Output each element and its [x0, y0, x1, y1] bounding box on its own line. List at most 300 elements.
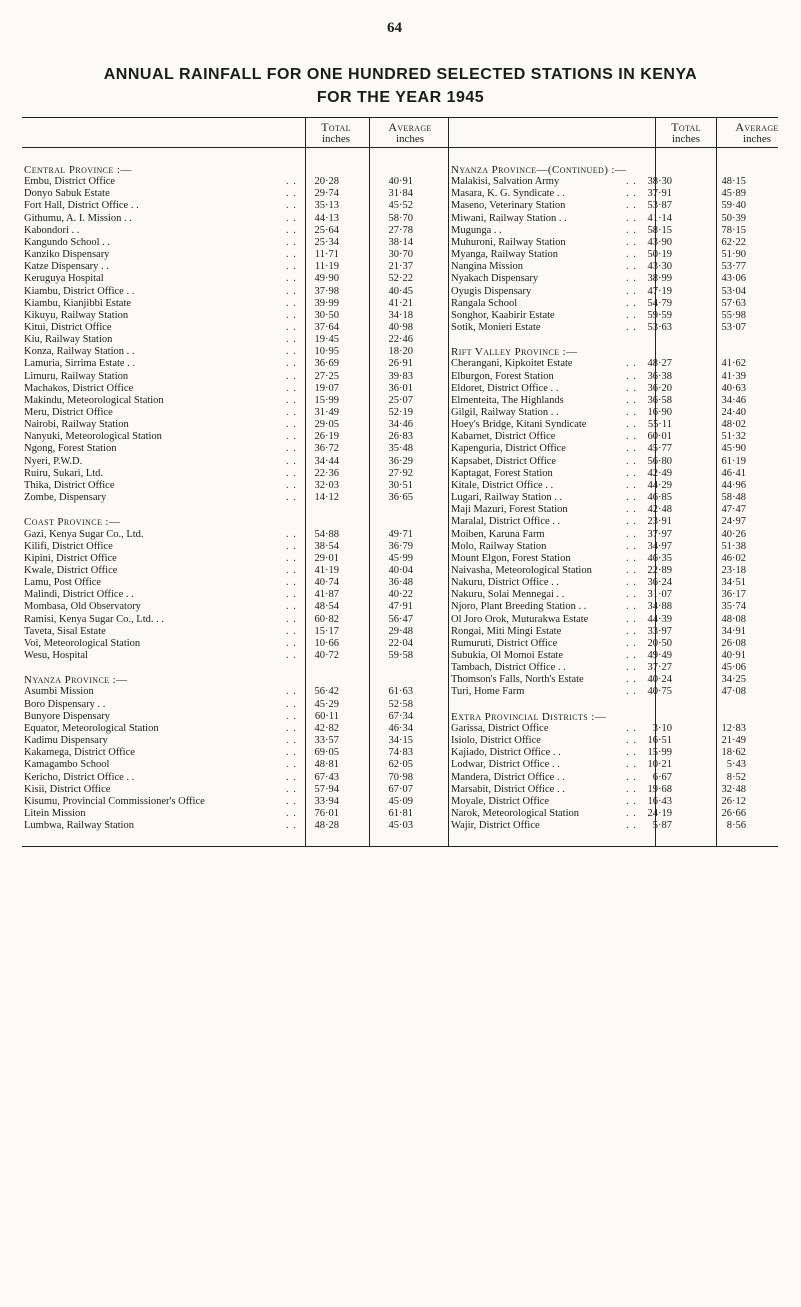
header-total-left: [296, 121, 376, 145]
table-row: [451, 686, 781, 698]
total-value: 38·99: [647, 273, 672, 285]
table-row: [451, 188, 781, 200]
table-row: [24, 371, 424, 383]
table-row: [451, 808, 781, 820]
table-row: [24, 820, 424, 832]
section-heading: [24, 516, 424, 528]
table-row: [451, 419, 781, 431]
average-value: 51·38: [721, 540, 746, 552]
table-row: [451, 310, 781, 322]
station-name: Nangina Mission: [451, 261, 524, 273]
average-value: 70·98: [388, 771, 413, 783]
total-value: 36·69: [314, 358, 339, 370]
leader-dots: . .: [626, 419, 637, 431]
section-heading: [24, 164, 424, 176]
station-name: Katze Dispensary . .: [24, 261, 109, 273]
average-value: 52·22: [388, 273, 413, 285]
total-value: 55·11: [647, 419, 672, 431]
station-name: Ramisi, Kenya Sugar Co., Ltd. . .: [24, 613, 164, 625]
table-row: [451, 747, 781, 759]
table-row: [24, 772, 424, 784]
total-value: 42·49: [647, 467, 672, 479]
leader-dots: . .: [286, 431, 297, 443]
total-value: 46·85: [647, 492, 672, 504]
station-name: Kapenguria, District Office: [451, 443, 566, 455]
total-value: 10·66: [314, 637, 339, 649]
table-row: [24, 431, 424, 443]
leader-dots: . .: [626, 637, 637, 649]
total-value: 20·50: [647, 637, 672, 649]
average-value: 47·08: [721, 686, 746, 698]
total-value: 44·13: [314, 212, 339, 224]
leader-dots: . .: [626, 589, 637, 601]
total-value: 48·81: [314, 759, 339, 771]
total-value: 41·19: [314, 564, 339, 576]
average-value: 45·09: [388, 795, 413, 807]
table-row: [451, 237, 781, 249]
table-row: [24, 735, 424, 747]
table-row: [24, 176, 424, 188]
station-name: Mugunga . .: [451, 224, 502, 236]
leader-dots: . .: [286, 540, 297, 552]
station-name: Lugari, Railway Station . .: [451, 492, 563, 504]
table-row: [451, 662, 781, 674]
header-average-right: [717, 121, 797, 145]
table-row: [24, 699, 424, 711]
table-row: [24, 188, 424, 200]
leader-dots: . .: [286, 443, 297, 455]
table-row: [451, 176, 781, 188]
leader-dots: . .: [286, 358, 297, 370]
average-value: 45·99: [388, 552, 413, 564]
average-value: 58·70: [388, 212, 413, 224]
average-value: 40·45: [388, 285, 413, 297]
table-row: [451, 589, 781, 601]
leader-dots: . .: [626, 820, 637, 832]
leader-dots: . .: [286, 212, 297, 224]
station-name: Zombe, Dispensary: [24, 492, 107, 504]
leader-dots: . .: [626, 747, 637, 759]
leader-dots: . .: [626, 577, 637, 589]
leader-dots: . .: [626, 431, 637, 443]
table-row: [24, 723, 424, 735]
station-name: Nyeri, P.W.D.: [24, 455, 83, 467]
station-name: Thomson's Falls, North's Estate: [451, 674, 584, 686]
station-name: Hoey's Bridge, Kitani Syndicate: [451, 419, 587, 431]
table-row: [451, 213, 781, 225]
total-value: 36·38: [647, 370, 672, 382]
leader-dots: . .: [286, 297, 297, 309]
total-value: 6·67: [652, 771, 672, 783]
station-name: Kitale, District Office . .: [451, 479, 554, 491]
average-value: 36·29: [388, 455, 413, 467]
total-value: 33·94: [314, 795, 339, 807]
section-title: Rift Valley Province :—: [451, 346, 578, 359]
total-value: 56·42: [314, 686, 339, 698]
station-name: Kisii, District Office: [24, 783, 111, 795]
average-value: 40·91: [721, 650, 746, 661]
leader-dots: . .: [286, 236, 297, 248]
leader-dots: . .: [626, 540, 637, 552]
total-value: 16·51: [647, 735, 672, 747]
table-row: [451, 553, 781, 565]
total-value: 44·29: [647, 479, 672, 491]
station-name: Malindi, District Office . .: [24, 589, 134, 601]
station-name: Kanziko Dispensary: [24, 249, 110, 261]
average-value: 31·84: [388, 188, 413, 200]
leader-dots: . .: [286, 273, 297, 285]
total-value: 59·59: [647, 309, 672, 321]
station-name: Turi, Home Farm: [451, 686, 525, 698]
total-value: 27·25: [314, 370, 339, 382]
total-value: 36·24: [647, 577, 672, 589]
total-value: 45·29: [314, 698, 339, 710]
average-value: 61·81: [388, 807, 413, 819]
table-row: [451, 529, 781, 541]
total-value: 19·68: [647, 783, 672, 795]
leader-dots: . .: [286, 394, 297, 406]
table-row: [24, 747, 424, 759]
total-value: 43·90: [647, 236, 672, 248]
average-value: 36·01: [388, 382, 413, 394]
average-value: 74·83: [388, 747, 413, 759]
table-row: [451, 759, 781, 771]
station-name: Taveta, Sisal Estate: [24, 625, 106, 637]
total-value: 60·01: [647, 431, 672, 443]
table-row: [24, 334, 424, 346]
leader-dots: . .: [626, 674, 637, 686]
average-value: 30·51: [388, 479, 413, 491]
total-value: 48·28: [314, 820, 339, 832]
average-value: 46·02: [721, 552, 746, 564]
station-name: Nyakach Dispensary: [451, 273, 539, 285]
station-name: Gilgil, Railway Station . .: [451, 407, 559, 418]
table-row: [451, 443, 781, 455]
total-value: 40·74: [314, 577, 339, 589]
station-name: Nanyuki, Meteorological Station: [24, 431, 162, 443]
station-name: Rongai, Miti Mingi Estate: [451, 625, 562, 637]
table-row: [451, 601, 781, 613]
leader-dots: . .: [286, 285, 297, 297]
average-value: 56·47: [388, 613, 413, 625]
total-value: 42·82: [314, 722, 339, 734]
table-row: [24, 358, 424, 370]
station-name: Muhuroni, Railway Station: [451, 236, 566, 248]
average-value: 41·62: [721, 358, 746, 370]
total-value: 15·17: [314, 625, 339, 637]
leader-dots: . .: [286, 334, 297, 346]
leader-dots: . .: [286, 479, 297, 491]
average-value: 46·41: [721, 467, 746, 479]
table-row: [451, 638, 781, 650]
leader-dots: . .: [626, 722, 637, 734]
table-row: [24, 261, 424, 273]
average-value: 23·18: [721, 564, 746, 576]
total-value: 39·99: [314, 297, 339, 309]
table-row: [24, 529, 424, 541]
leader-dots: . .: [286, 710, 297, 722]
station-name: Molo, Railway Station: [451, 540, 547, 552]
total-value: 67·43: [314, 771, 339, 783]
average-value: 27·78: [388, 224, 413, 236]
average-value: 53·77: [721, 261, 746, 273]
leader-dots: . .: [626, 212, 637, 224]
total-value: 16·43: [647, 795, 672, 807]
leader-dots: . .: [286, 613, 297, 625]
station-name: Malakisi, Salvation Army: [451, 176, 560, 188]
table-row: [451, 772, 781, 784]
leader-dots: . .: [286, 735, 297, 747]
total-value: 37·27: [647, 662, 672, 674]
leader-dots: . .: [626, 236, 637, 248]
station-name: Thika, District Office: [24, 479, 115, 491]
table-row: [24, 480, 424, 492]
total-value: 37·98: [314, 285, 339, 297]
station-name: Mandera, District Office . .: [451, 771, 565, 783]
leader-dots: . .: [286, 771, 297, 783]
table-row: [451, 480, 781, 492]
table-row: [24, 638, 424, 650]
leader-dots: . .: [286, 467, 297, 479]
table-row: [451, 298, 781, 310]
station-name: Kiu, Railway Station: [24, 334, 113, 346]
header-total-right: [646, 121, 726, 145]
table-row: [451, 492, 781, 504]
average-value: 22·04: [388, 637, 413, 649]
station-name: Ol Joro Orok, Muturakwa Estate: [451, 613, 589, 625]
table-top-rule: [22, 117, 778, 118]
total-value: 20·28: [314, 176, 339, 188]
total-value: 57·94: [314, 783, 339, 795]
leader-dots: . .: [286, 686, 297, 698]
total-value: 34·44: [314, 455, 339, 467]
average-value: 45·03: [388, 820, 413, 832]
average-value: 53·04: [721, 285, 746, 297]
leader-dots: . .: [626, 601, 637, 613]
leader-dots: . .: [286, 492, 297, 504]
station-name: Oyugis Dispensary: [451, 285, 532, 297]
station-name: Tambach, District Office . .: [451, 662, 566, 674]
leader-dots: . .: [286, 564, 297, 576]
average-value: 32·48: [721, 783, 746, 795]
station-name: Njoro, Plant Breeding Station . .: [451, 601, 587, 613]
total-value: 22·89: [647, 564, 672, 576]
average-value: 48·08: [721, 613, 746, 625]
total-value: 40·75: [647, 686, 672, 698]
leader-dots: . .: [286, 637, 297, 649]
leader-dots: . .: [626, 188, 637, 200]
leader-dots: . .: [626, 176, 637, 188]
total-value: 44·39: [647, 613, 672, 625]
leader-dots: . .: [626, 504, 637, 516]
station-name: Nakuru, District Office . .: [451, 577, 559, 589]
leader-dots: . .: [286, 650, 297, 661]
leader-dots: . .: [286, 601, 297, 613]
table-row: [451, 650, 781, 662]
row-spacer: [451, 699, 781, 711]
total-value: 69·05: [314, 747, 339, 759]
leader-dots: . .: [286, 321, 297, 333]
section-heading: [451, 346, 781, 358]
station-name: Kamagambo School: [24, 759, 110, 771]
table-row: [24, 346, 424, 358]
total-value: 76·01: [314, 807, 339, 819]
total-value: 54·88: [314, 528, 339, 540]
total-value: 15·99: [314, 394, 339, 406]
total-value: 37·91: [647, 188, 672, 200]
total-value: 36·20: [647, 382, 672, 394]
leader-dots: . .: [626, 249, 637, 261]
station-name: Marsabit, District Office . .: [451, 783, 565, 795]
total-value: 29·05: [314, 419, 339, 431]
table-row: [451, 577, 781, 589]
leader-dots: . .: [286, 407, 297, 418]
average-value: 8·56: [726, 820, 746, 832]
station-name: Kaptagat, Forest Station: [451, 467, 553, 479]
table-row: [451, 723, 781, 735]
leader-dots: . .: [626, 552, 637, 564]
average-value: 45·06: [721, 662, 746, 674]
leader-dots: . .: [286, 552, 297, 564]
table-row: [451, 225, 781, 237]
station-name: Isiolo, District Office: [451, 735, 541, 747]
leader-dots: . .: [626, 625, 637, 637]
average-value: 5·43: [726, 759, 746, 771]
average-value: 41·39: [721, 370, 746, 382]
average-value: 45·52: [388, 200, 413, 212]
leader-dots: . .: [286, 528, 297, 540]
total-value: 38·30: [647, 176, 672, 188]
total-value: 58·15: [647, 224, 672, 236]
total-value: 60·82: [314, 613, 339, 625]
table-row: [451, 565, 781, 577]
station-name: Fort Hall, District Office . .: [24, 200, 139, 212]
table-row: [24, 419, 424, 431]
table-row: [451, 261, 781, 273]
table-row: [451, 468, 781, 480]
station-name: Naivasha, Meteorological Station: [451, 564, 592, 576]
total-value: 26·19: [314, 431, 339, 443]
total-value: 3·10: [652, 722, 672, 734]
table-row: [24, 286, 424, 298]
station-name: Kangundo School . .: [24, 236, 111, 248]
station-name: Lumbwa, Railway Station: [24, 820, 134, 832]
table-row: [24, 796, 424, 808]
average-value: 39·83: [388, 370, 413, 382]
station-name: Gazi, Kenya Sugar Co., Ltd.: [24, 528, 144, 540]
leader-dots: . .: [626, 382, 637, 394]
average-value: 34·25: [721, 674, 746, 686]
table-row: [24, 626, 424, 638]
total-value: 46·35: [647, 552, 672, 564]
average-value: 34·46: [388, 419, 413, 431]
table-row: [24, 686, 424, 698]
table-row: [24, 601, 424, 613]
total-value: 50·19: [647, 249, 672, 261]
leader-dots: . .: [286, 370, 297, 382]
station-name: Lamuria, Sirrima Estate . .: [24, 358, 136, 370]
station-name: Mombasa, Old Observatory: [24, 601, 141, 613]
average-value: 52·19: [388, 407, 413, 418]
leader-dots: . .: [286, 346, 297, 358]
table-row: [451, 358, 781, 370]
station-name: Kakamega, District Office: [24, 747, 135, 759]
section-title: Nyanza Province—(Continued) :—: [451, 164, 627, 176]
total-value: 31·49: [314, 407, 339, 418]
average-value: 40·04: [388, 564, 413, 576]
leader-dots: . .: [626, 273, 637, 285]
table-row: [24, 614, 424, 626]
table-row: [24, 407, 424, 419]
average-value: 34·91: [721, 625, 746, 637]
total-value: 42·48: [647, 504, 672, 516]
total-value: 34·97: [647, 540, 672, 552]
leader-dots: . .: [626, 564, 637, 576]
average-value: 61·63: [388, 686, 413, 698]
average-value: 61·19: [721, 455, 746, 467]
station-name: Kitui, District Office: [24, 321, 112, 333]
table-row: [24, 456, 424, 468]
station-name: Voi, Meteorological Station: [24, 637, 141, 649]
document-title: ANNUAL RAINFALL FOR ONE HUNDRED SELECTED STATIONS IN KENYA: [103, 66, 698, 83]
station-name: Boro Dispensary . .: [24, 698, 106, 710]
leader-dots: . .: [626, 443, 637, 455]
total-value: 48·27: [647, 358, 672, 370]
table-row: [451, 541, 781, 553]
total-value: 38·54: [314, 540, 339, 552]
average-value: 35·74: [721, 601, 746, 613]
total-value: 19·07: [314, 382, 339, 394]
leader-dots: . .: [626, 200, 637, 212]
total-value: 41·87: [314, 589, 339, 601]
average-value: 50·39: [721, 212, 746, 224]
table-row: [451, 273, 781, 285]
station-name: Kajiado, District Office . .: [451, 747, 561, 759]
total-value: 5·87: [652, 820, 672, 832]
leader-dots: . .: [626, 807, 637, 819]
average-value: 59·40: [721, 200, 746, 212]
total-value: 56·80: [647, 455, 672, 467]
table-row: [451, 322, 781, 334]
average-value: 18·62: [721, 747, 746, 759]
station-name: Rumuruti, District Office: [451, 637, 558, 649]
station-name: Masara, K. G. Syndicate . .: [451, 188, 565, 200]
station-name: Lamu, Post Office: [24, 577, 102, 589]
table-row: [24, 589, 424, 601]
table-row: [24, 322, 424, 334]
total-value: 49·49: [647, 650, 672, 661]
table-row: [24, 784, 424, 796]
header-units: inches: [395, 133, 425, 145]
station-name: Mount Elgon, Forest Station: [451, 552, 571, 564]
row-spacer: [24, 504, 424, 516]
table-row: [451, 249, 781, 261]
station-name: Cherangani, Kipkoitet Estate: [451, 358, 573, 370]
total-value: 36·58: [647, 394, 672, 406]
total-value: 10·95: [314, 346, 339, 358]
table-row: [24, 711, 424, 723]
section-title: Coast Province :—: [24, 516, 121, 529]
total-value: 23·91: [647, 516, 672, 528]
average-value: 59·58: [388, 650, 413, 661]
station-name: Wajir, District Office: [451, 820, 540, 832]
section-heading: [24, 674, 424, 686]
average-value: 47·91: [388, 601, 413, 613]
average-value: 47·47: [721, 504, 746, 516]
table-row: [24, 383, 424, 395]
average-value: 45·90: [721, 443, 746, 455]
total-value: 53·87: [647, 200, 672, 212]
